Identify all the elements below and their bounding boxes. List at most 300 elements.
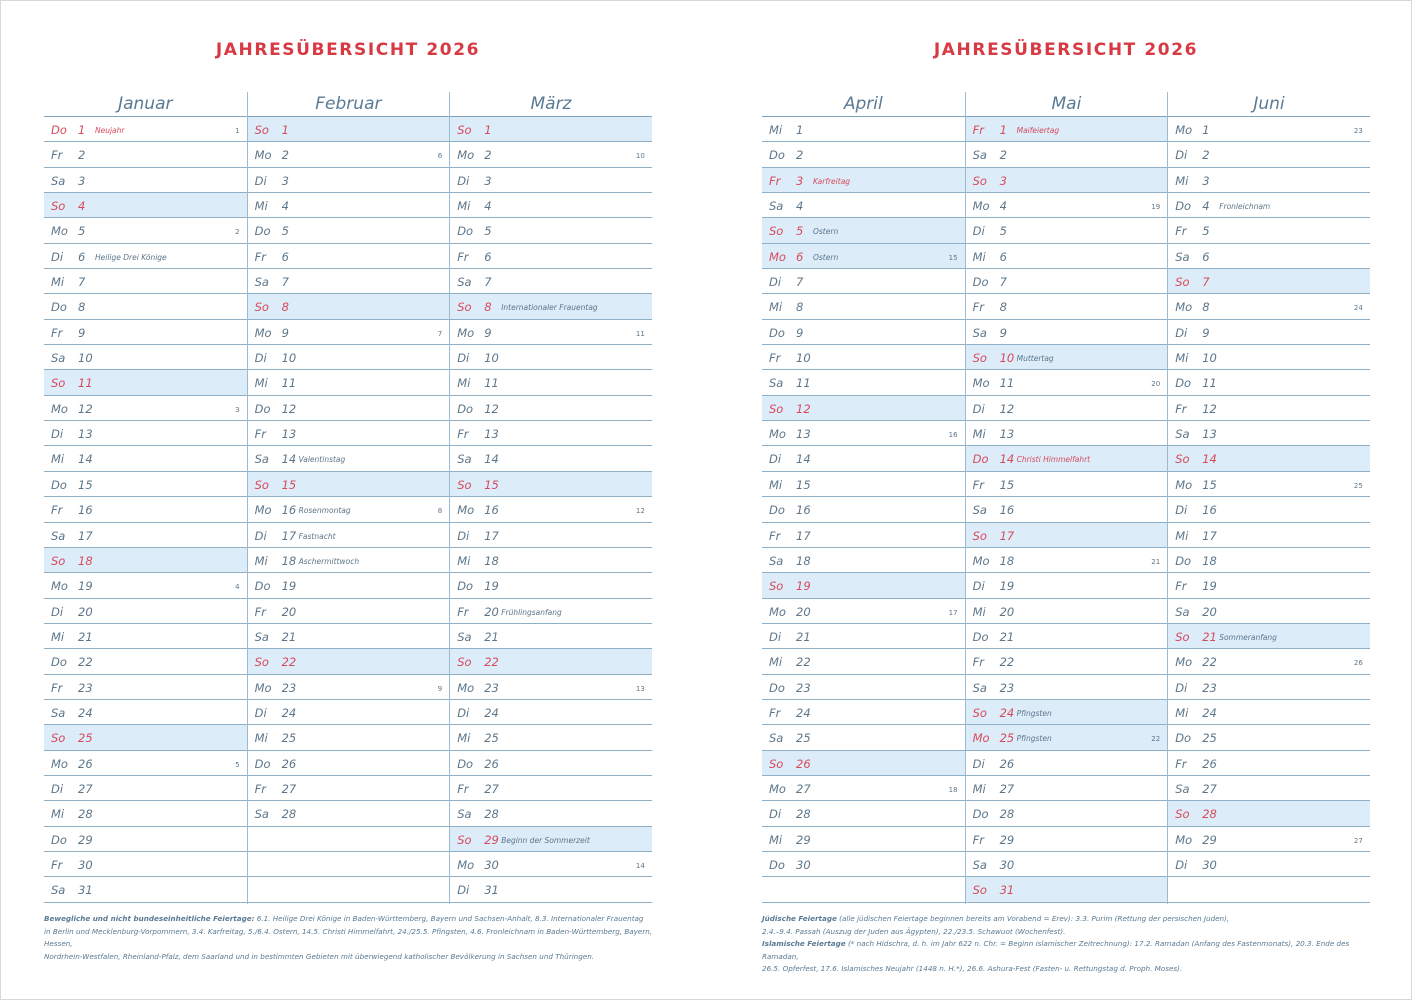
day-row [1168,725,1370,750]
day-number: 24 [796,705,811,720]
weekday: So [769,224,784,239]
day-row [44,700,247,725]
day-number: 23 [796,680,811,695]
day-row [248,168,450,193]
weekday: So [457,300,472,315]
weekday: Sa [769,553,784,568]
day-row [44,117,247,142]
day-number: 25 [484,731,499,746]
day-row [450,675,652,700]
day-row [1168,320,1370,345]
weekday: Fr [254,427,266,442]
weekday: Di [1175,148,1188,163]
day-number: 20 [796,604,811,619]
holiday-note: Pfingsten [1016,708,1052,718]
weekday: Mo [51,401,68,416]
day-number: 17 [796,528,811,543]
weekday: So [972,705,987,720]
day-row [762,573,965,598]
day-number: 12 [281,401,297,416]
day-row [762,548,965,573]
day-number: 19 [78,579,93,594]
week-number: 12 [635,507,645,516]
day-row [966,599,1168,624]
weekday: So [457,655,472,670]
day-number: 24 [281,705,297,720]
day-number: 1 [484,123,492,137]
day-row [44,396,247,421]
day-row [248,345,450,370]
day-row [966,320,1168,345]
day-number: 2 [999,148,1007,163]
weekday: Mo [254,148,272,163]
day-row [762,523,965,548]
weekday: Sa [769,376,784,391]
day-row [966,624,1168,649]
weekday: Fr [972,477,984,492]
day-number: 18 [78,553,93,568]
weekday: Fr [972,832,984,847]
week-number: 3 [235,405,240,414]
day-row [450,523,652,548]
week-number: 18 [948,785,958,794]
day-row [248,244,450,269]
day-row [44,725,247,750]
weekday: So [254,300,269,315]
day-number: 11 [999,376,1015,391]
weekday: Sa [51,173,66,188]
weekday: Sa [1175,604,1190,619]
day-row [248,827,450,852]
month-name: Januar [44,92,247,117]
day-number: 27 [1202,781,1217,796]
day-number: 30 [999,857,1015,872]
day-number: 18 [484,553,499,568]
day-row [966,827,1168,852]
day-number: 3 [78,173,86,188]
day-row [248,675,450,700]
weekday: Fr [51,503,63,518]
weekday: Do [769,503,785,518]
weekday: Sa [254,452,269,467]
weekday: Do [51,123,67,137]
day-row [1168,599,1370,624]
day-row [762,497,965,522]
day-row [450,370,652,395]
weekday: Do [769,325,785,340]
day-number: 6 [796,249,804,264]
day-number: 22 [796,655,811,670]
weekday: Mi [51,629,65,644]
day-row [44,142,247,167]
day-number: 6 [999,249,1007,264]
day-row [450,751,652,776]
day-row [450,244,652,269]
weekday: Do [51,832,67,847]
day-row [450,801,652,826]
day-row [450,548,652,573]
day-row [44,472,247,497]
day-row [1168,117,1370,142]
day-number: 14 [484,452,499,467]
weekday: Di [51,427,64,442]
day-row [44,852,247,877]
day-row [1168,269,1370,294]
day-number: 11 [484,376,499,391]
day-row [248,294,450,319]
day-row [450,649,652,674]
month-grid [44,92,652,904]
weekday: Fr [769,528,781,543]
day-number: 14 [78,452,93,467]
weekday: Di [972,756,985,771]
day-row [248,446,450,471]
weekday: Sa [972,857,987,872]
weekday: Sa [972,680,987,695]
day-number: 18 [796,553,811,568]
weekday: Mo [254,680,272,695]
day-row [248,117,450,142]
day-row [1168,801,1370,826]
week-number: 17 [948,608,958,617]
day-number: 12 [999,401,1015,416]
day-row [762,218,965,243]
weekday: Sa [457,452,472,467]
day-number: 9 [1202,325,1210,340]
day-row [248,776,450,801]
day-number: 9 [281,325,289,340]
weekday: Di [457,705,470,720]
day-number: 1 [796,123,804,137]
weekday: Mi [254,731,268,746]
day-number: 11 [78,376,93,391]
day-row [966,573,1168,598]
weekday: Fr [457,781,469,796]
day-row [248,624,450,649]
day-number: 3 [484,173,492,188]
day-row [1168,827,1370,852]
day-number: 21 [281,629,297,644]
day-number: 6 [281,249,289,264]
weekday: Mi [769,655,783,670]
day-number: 10 [1202,351,1217,366]
holiday-note: Neujahr [95,126,125,135]
day-number: 29 [78,832,93,847]
day-number: 21 [484,629,499,644]
day-number: 31 [999,883,1015,898]
day-number: 16 [78,503,93,518]
day-row [762,852,965,877]
weekday: Sa [972,325,987,340]
weekday: Do [972,452,989,467]
day-row [1168,573,1370,598]
day-row [966,446,1168,471]
weekday: Mi [457,553,471,568]
weekday: Do [51,477,67,492]
day-number: 7 [999,275,1007,290]
weekday: Sa [254,275,269,290]
day-row [248,142,450,167]
day-row [966,269,1168,294]
day-number: 5 [1202,224,1210,239]
day-number: 17 [484,528,499,543]
day-row [1168,548,1370,573]
day-row [44,675,247,700]
day-row [450,827,652,852]
day-number: 18 [1202,553,1217,568]
day-number: 25 [1202,731,1217,746]
day-number: 28 [999,807,1015,822]
footnote-line [44,913,654,926]
day-number: 20 [281,604,297,619]
day-row [450,877,652,902]
day-row [44,827,247,852]
day-row [966,801,1168,826]
weekday: Di [972,224,985,239]
weekday: Mo [457,503,475,518]
day-row [450,320,652,345]
week-number: 1 [235,127,240,135]
weekday: Fr [51,857,63,872]
weekday: Di [769,629,782,644]
weekday: Di [1175,503,1188,518]
footnote-text: 6.1. Heilige Drei Könige in Baden-Württemberg, Bayern und Sachsen-Anhalt, 8.3. Internationaler Frauentag [254,914,644,923]
day-number: 10 [796,351,811,366]
day-number: 16 [1202,503,1217,518]
page-title: JAHRESÜBERSICHT 2026 [933,40,1199,60]
weekday: So [972,351,987,366]
footnote-line [44,951,654,964]
day-number: 23 [999,680,1015,695]
day-row [248,725,450,750]
day-number: 22 [78,655,93,670]
weekday: Di [254,173,267,188]
day-number: 27 [78,781,93,796]
day-row [966,523,1168,548]
day-number: 15 [796,477,811,492]
weekday: Fr [51,148,63,163]
day-number: 24 [999,705,1015,720]
weekday: So [254,655,269,670]
day-row [966,193,1168,218]
day-row [450,142,652,167]
weekday: Mi [457,376,471,391]
weekday: Mo [254,325,272,340]
footnote-line [762,963,1372,976]
weekday: Do [254,756,271,771]
day-row [44,801,247,826]
day-row [248,548,450,573]
weekday: Mo [769,604,786,619]
weekday: So [457,832,472,847]
footnote [762,913,1372,976]
weekday: Do [254,579,271,594]
day-number: 25 [78,731,93,746]
weekday: Mi [972,249,986,264]
footnote-heading: Islamische Feiertage [762,939,846,948]
day-row [762,776,965,801]
day-row [44,320,247,345]
day-row [248,599,450,624]
holiday-note: Christi Himmelfahrt [1016,455,1091,465]
day-row [248,700,450,725]
day-row [44,497,247,522]
day-number: 11 [796,376,811,391]
week-number: 19 [1151,203,1161,212]
day-number: 17 [281,528,297,543]
day-row [450,396,652,421]
day-row [762,142,965,167]
day-number: 28 [78,807,93,822]
weekday: Fr [457,249,469,264]
week-number: 7 [437,329,443,338]
weekday: So [51,376,66,391]
day-number: 5 [999,224,1007,239]
day-number: 21 [999,629,1015,644]
day-row [450,725,652,750]
day-number: 28 [484,807,499,822]
weekday: Mo [457,857,475,872]
day-row [966,852,1168,877]
day-number: 19 [484,579,499,594]
weekday: Fr [457,427,469,442]
footnote-text: (* nach Hidschra, d. h. im Jahr 622 n. Chr. = Beginn islamischer Zeitrechnung): 17.2. Ramadan (Anfang des Fastenmonats), 20.3. Ende des Ramadan, [762,939,1350,961]
day-row [1168,776,1370,801]
day-row [762,827,965,852]
day-row [44,523,247,548]
weekday: Mo [1175,123,1193,137]
day-row [966,877,1168,902]
day-number: 30 [796,857,811,872]
day-row [1168,168,1370,193]
weekday: So [457,123,472,137]
weekday: Do [457,579,474,594]
month-name: Juni [1168,92,1370,117]
day-row [966,751,1168,776]
weekday: Mi [1175,351,1189,366]
day-number: 12 [78,401,93,416]
day-number: 26 [78,756,93,771]
weekday: Fr [972,655,984,670]
weekday: Do [972,629,989,644]
day-row [1168,852,1370,877]
day-number: 1 [281,123,289,137]
day-row [1168,244,1370,269]
day-number: 28 [281,807,297,822]
day-number: 15 [484,477,499,492]
day-number: 2 [78,148,86,163]
weekday: Sa [972,503,987,518]
weekday: Mo [254,503,272,518]
weekday: Do [972,275,989,290]
day-number: 16 [281,503,297,518]
day-row [450,421,652,446]
weekday: Sa [769,731,784,746]
day-number: 8 [999,300,1007,315]
weekday: So [51,731,66,746]
day-number: 9 [999,325,1007,340]
footnote-text: Nordrhein-Westfalen, Rheinland-Pfalz, dem Saarland und in bestimmten Gebieten mit überwiegend katholischer Bevölkerung in Sachsen und Thüringen. [44,951,595,961]
day-number: 10 [281,351,297,366]
holiday-note: Valentinstag [298,455,346,465]
day-number: 12 [796,401,811,416]
day-number: 3 [281,173,289,188]
weekday: Mi [457,199,471,214]
day-number: 17 [999,528,1015,543]
day-number: 28 [1202,807,1217,822]
day-number: 2 [484,148,492,163]
weekday: Di [51,249,64,264]
day-number: 17 [78,528,93,543]
day-number: 13 [78,427,93,442]
day-number: 10 [999,351,1015,366]
day-number: 1 [1202,123,1210,137]
week-number: 15 [948,253,958,262]
month-column-februar [247,92,450,904]
day-row [966,168,1168,193]
day-number: 7 [484,275,492,290]
day-number: 7 [796,275,804,290]
day-number: 2 [796,148,804,163]
day-number: 10 [78,351,93,366]
day-row [248,751,450,776]
day-number: 7 [281,275,289,290]
day-row [450,117,652,142]
weekday: Mo [1175,300,1193,315]
day-number: 31 [78,883,93,898]
day-number: 14 [796,452,811,467]
weekday: Fr [769,705,781,720]
day-number: 16 [796,503,811,518]
day-number: 5 [78,224,86,239]
weekday: Fr [254,604,266,619]
weekday: Di [972,401,985,416]
weekday: Di [254,528,267,543]
weekday: Mi [51,452,65,467]
weekday: So [1175,629,1190,644]
week-number: 8 [437,507,443,516]
holiday-note: Internationaler Frauentag [501,303,598,313]
weekday: Fr [1175,756,1187,771]
day-row [1168,218,1370,243]
day-number: 14 [281,452,297,467]
weekday: Mi [1175,528,1189,543]
day-number: 1 [999,123,1007,137]
day-number: 22 [484,655,499,670]
day-row [1168,675,1370,700]
day-row [44,370,247,395]
weekday: Fr [457,604,469,619]
day-number: 27 [281,781,297,796]
day-number: 31 [484,883,499,898]
day-row [966,345,1168,370]
day-number: 3 [999,173,1007,188]
day-row [450,624,652,649]
weekday: Do [1175,731,1192,746]
day-row [1168,649,1370,674]
weekday: Do [972,807,989,822]
day-row [248,573,450,598]
weekday: So [769,579,784,594]
weekday: Fr [1175,579,1187,594]
day-number: 27 [999,781,1015,796]
weekday: Mi [972,427,986,442]
day-row [44,751,247,776]
day-number: 24 [1202,705,1217,720]
weekday: Di [972,579,985,594]
day-row [44,168,247,193]
footnote-text: in Berlin und Mecklenburg-Vorpommern, 3.4. Karfreitag, 5./6.4. Ostern, 14.5. Christi Himmelfahrt, 24./25.5. Pfingsten, 4.6. Fronleichnam in Baden-Württemberg, Bayern, Hessen, [44,926,653,948]
